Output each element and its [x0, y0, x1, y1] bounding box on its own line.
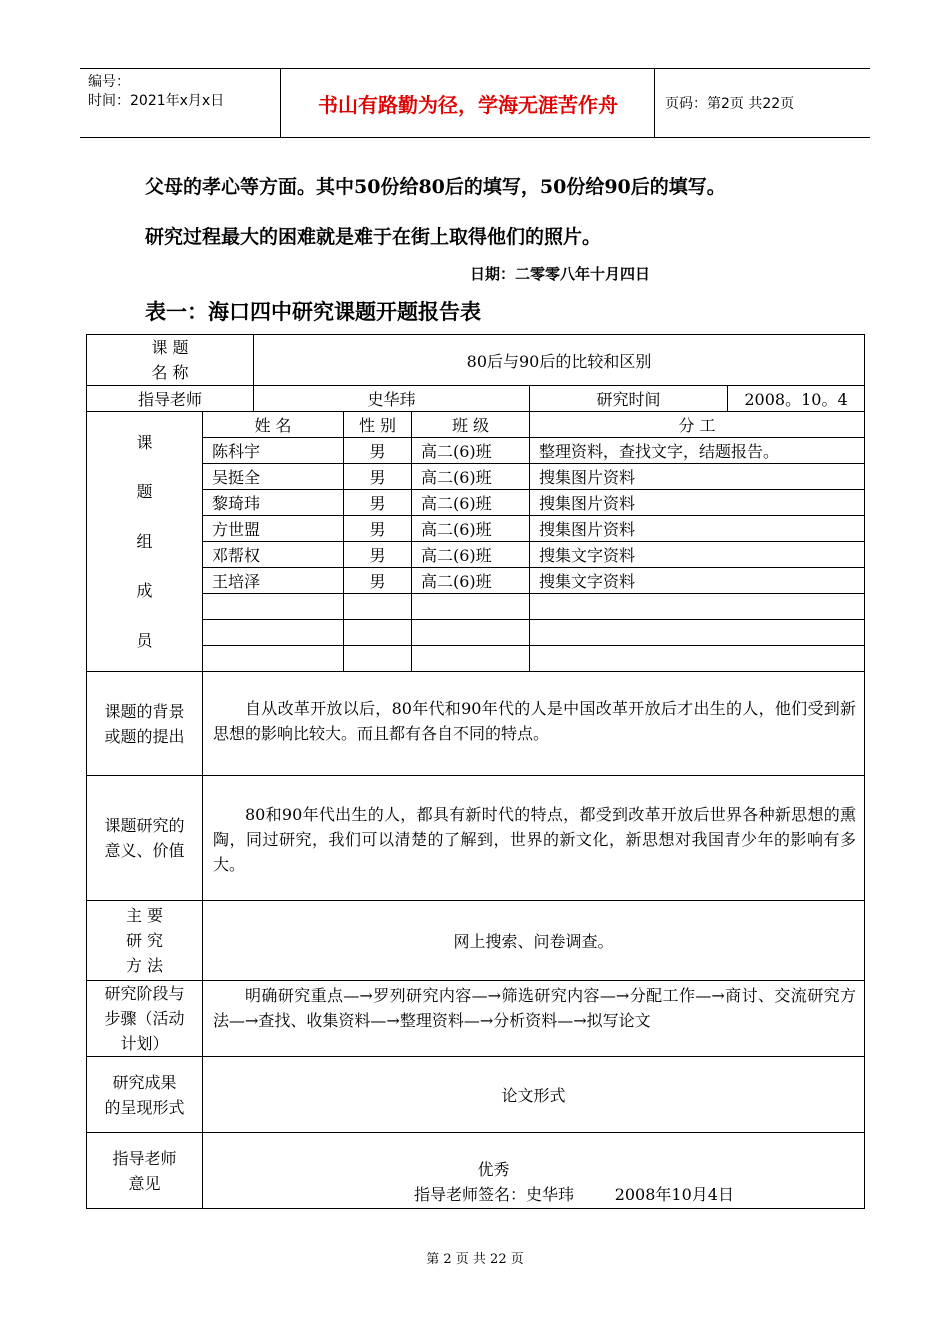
method-label: 主 要 研 究 方 法 [87, 901, 203, 981]
empty-row [87, 594, 865, 620]
col-duty: 分 工 [530, 412, 865, 438]
page-header [80, 68, 870, 138]
meaning-row [87, 776, 865, 901]
date-line: 日期：二零零八年十月四日 [470, 265, 651, 283]
table-row: 陈科宇 男 高二(6)班 整理资料，查找文字，结题报告。 [87, 438, 865, 464]
page-footer: 第 2 页 共 22 页 [426, 1252, 524, 1267]
opinion-text: 优秀 [477, 1160, 510, 1179]
result-text: 论文形式 [203, 1057, 865, 1133]
col-gender: 性 别 [344, 412, 412, 438]
advisor-value: 史华玮 [254, 386, 530, 412]
background-label: 课题的背景 或题的提出 [87, 672, 203, 776]
body-line-2: 研究过程最大的困难就是难于在街上取得他们的照片。 [145, 226, 602, 248]
table-row: 王培泽 男 高二(6)班 搜集文字资料 [87, 568, 865, 594]
table-title: 表一：海口四中研究课题开题报告表 [145, 300, 481, 324]
method-row [87, 901, 865, 981]
header-time: 时间：2021年x月x日 [88, 93, 225, 109]
result-label: 研究成果 的呈现形式 [87, 1057, 203, 1133]
result-row [87, 1057, 865, 1133]
proposal-table [86, 334, 865, 1209]
topic-value: 80后与90后的比较和区别 [254, 335, 865, 386]
header-number: 编号： [88, 74, 130, 90]
col-class: 班 级 [412, 412, 530, 438]
topic-row [87, 335, 865, 386]
header-page-info: 页码：第2页 共22页 [665, 96, 795, 112]
method-text: 网上搜索、问卷调查。 [203, 901, 865, 981]
background-row [87, 672, 865, 776]
advisor-signature: 指导老师签名：史华玮 2008年10月4日 [414, 1185, 734, 1204]
topic-label: 课 题 名 称 [87, 335, 254, 386]
table-row: 邓帮权 男 高二(6)班 搜集文字资料 [87, 542, 865, 568]
research-time-label: 研究时间 [530, 386, 728, 412]
advisor-label: 指导老师 [87, 386, 254, 412]
empty-row [87, 620, 865, 646]
col-name: 姓 名 [203, 412, 344, 438]
table-row: 方世盟 男 高二(6)班 搜集图片资料 [87, 516, 865, 542]
steps-label: 研究阶段与 步骤（活动 计划） [87, 981, 203, 1057]
opinion-label: 指导老师 意见 [87, 1133, 203, 1209]
empty-row [87, 646, 865, 672]
header-motto: 书山有路勤为径，学海无涯苦作舟 [282, 69, 655, 137]
advisor-row [87, 386, 865, 412]
steps-row [87, 981, 865, 1057]
background-text: 自从改革开放以后，80年代和90年代的人是中国改革开放后才出生的人，他们受到新思想的影响比较大。而且都有各自不同的特点。 [213, 699, 857, 743]
meaning-label: 课题研究的 意义、价值 [87, 776, 203, 901]
opinion-row [87, 1133, 865, 1209]
member-header-row [87, 412, 865, 438]
table-row: 黎琦玮 男 高二(6)班 搜集图片资料 [87, 490, 865, 516]
header-meta [80, 69, 281, 137]
research-time-value: 2008。10。4 [728, 386, 865, 412]
group-label: 课 题 组 成 员 [87, 412, 203, 672]
table-row: 吴挺全 男 高二(6)班 搜集图片资料 [87, 464, 865, 490]
steps-text: 明确研究重点—→罗列研究内容—→筛选研究内容—→分配工作—→商讨、交流研究方法—→查找、收集资料—→整理资料—→分析资料—→拟写论文 [213, 986, 857, 1030]
body-line-1: 父母的孝心等方面。其中50份给80后的填写，50份给90后的填写。 [145, 176, 726, 198]
meaning-text: 80和90年代出生的人，都具有新时代的特点，都受到改革开放后世界各种新思想的熏陶，同过研究，我们可以清楚的了解到，世界的新文化，新思想对我国青少年的影响有多大。 [213, 805, 857, 874]
